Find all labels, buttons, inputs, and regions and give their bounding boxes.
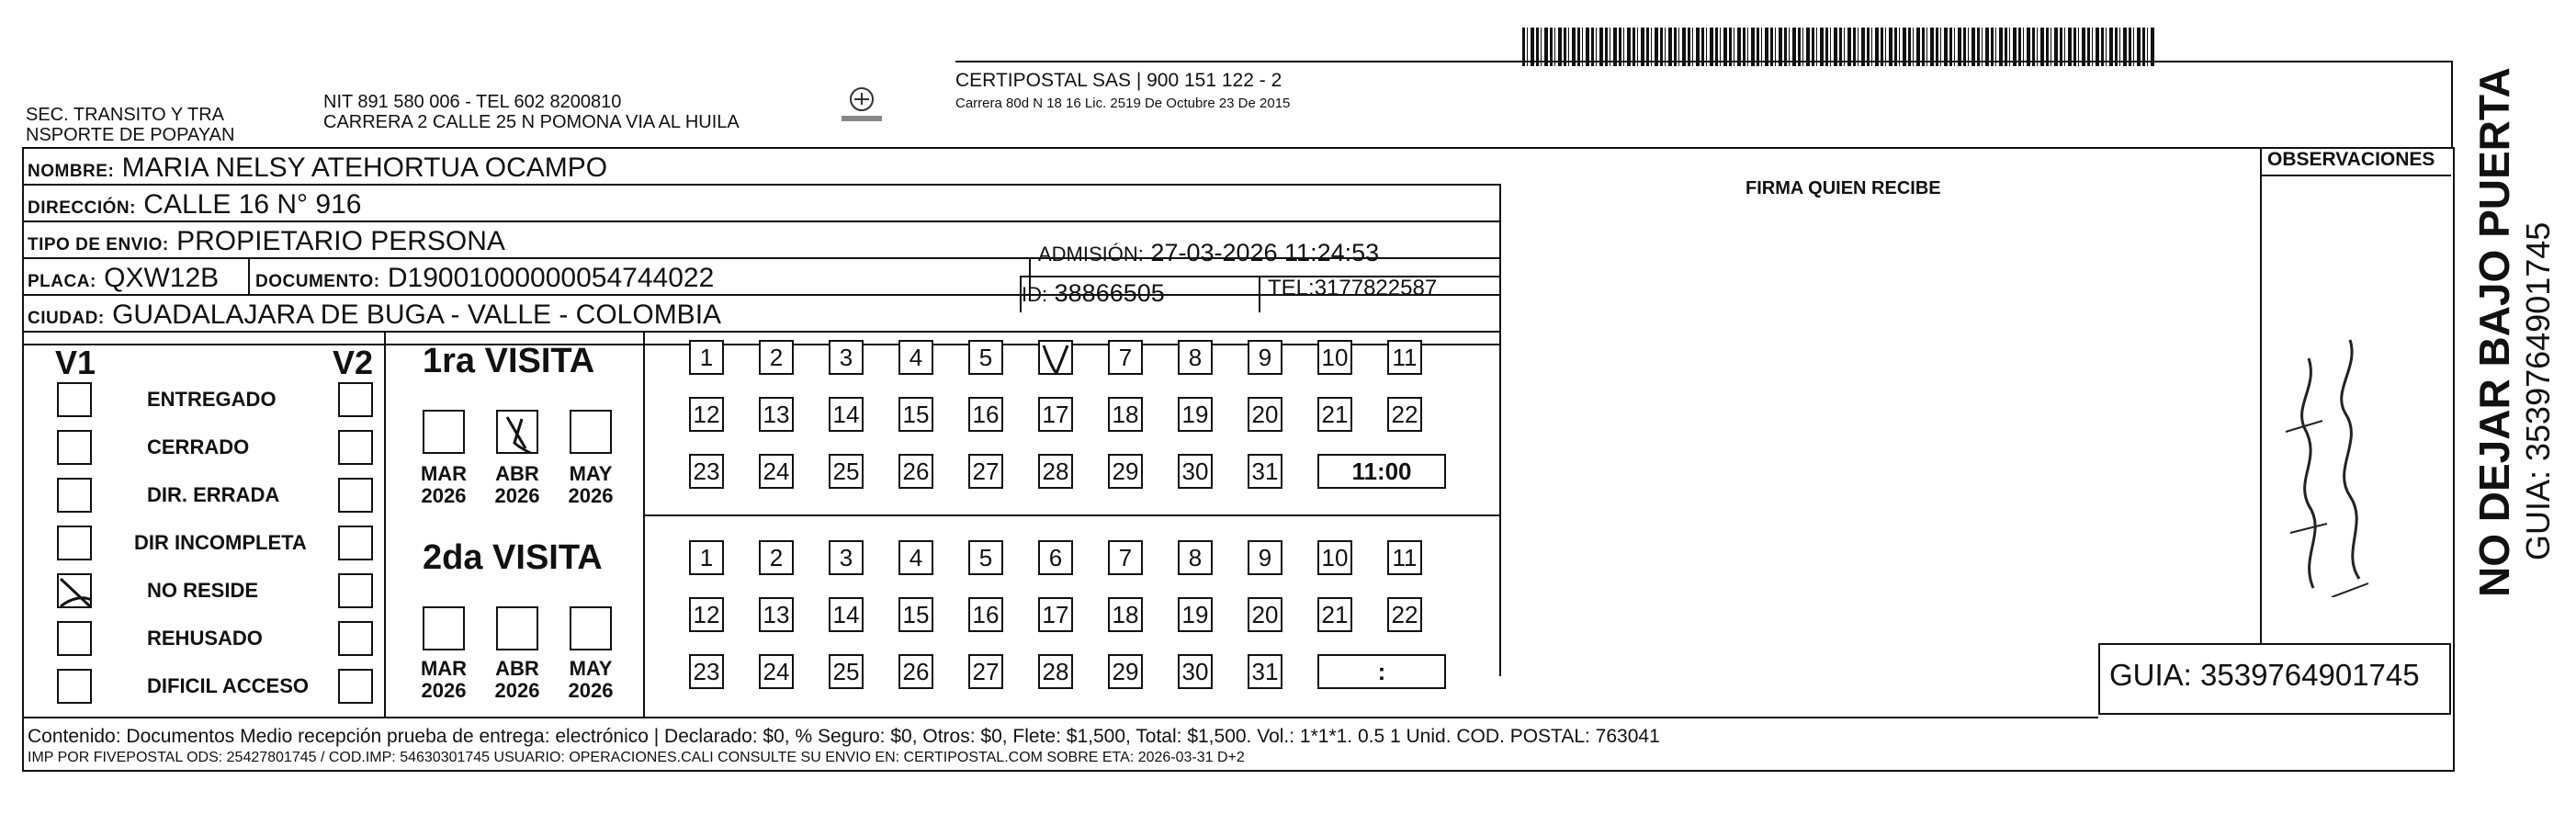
v1-checkbox[interactable]: [57, 430, 92, 465]
placa-field: PLACA: QXW12B: [28, 263, 220, 293]
month-label: MAR 2026: [420, 657, 468, 702]
month-label: ABR 2026: [494, 462, 540, 507]
v2-checkbox[interactable]: [338, 382, 373, 417]
day-box[interactable]: 23: [689, 654, 724, 689]
month-checkbox[interactable]: [423, 606, 465, 650]
v1-checkbox[interactable]: [57, 526, 92, 560]
status-label: DIR. ERRADA: [147, 483, 280, 506]
status-divider: [384, 331, 386, 717]
day-box[interactable]: 1: [689, 340, 724, 375]
day-box[interactable]: 14: [829, 597, 864, 632]
day-box[interactable]: 4: [898, 540, 933, 575]
day-box[interactable]: 7: [1108, 540, 1143, 575]
v1-checkbox[interactable]: [57, 478, 92, 513]
v1-checkbox[interactable]: [57, 621, 92, 656]
company-line: CERTIPOSTAL SAS | 900 151 122 - 2: [955, 70, 1282, 91]
direccion-value: CALLE 16 N° 916: [143, 189, 362, 220]
status-label: DIR INCOMPLETA: [134, 531, 307, 554]
sender-name: [26, 105, 234, 145]
time-box[interactable]: 11:00: [1317, 454, 1446, 489]
documento-field: DOCUMENTO: D19001000000054744022: [255, 263, 715, 293]
day-box[interactable]: 10: [1317, 340, 1352, 375]
day-box[interactable]: 19: [1178, 597, 1213, 632]
v2-checkbox[interactable]: [338, 526, 373, 560]
observaciones-divider: [2260, 147, 2262, 643]
day-box[interactable]: 19: [1178, 397, 1213, 432]
day-box[interactable]: 11: [1387, 540, 1422, 575]
status-label: NO RESIDE: [147, 579, 259, 602]
day-box[interactable]: 18: [1108, 397, 1143, 432]
month-label: MAR 2026: [420, 462, 468, 507]
firma-label: FIRMA QUIEN RECIBE: [1746, 178, 1941, 198]
day-box[interactable]: 30: [1178, 454, 1213, 489]
day-box[interactable]: 17: [1038, 597, 1073, 632]
status-label: DIFICIL ACCESO: [147, 674, 310, 697]
month-checkbox[interactable]: [423, 410, 465, 454]
side-guia: GUIA: 3539764901745: [2519, 221, 2557, 560]
day-box[interactable]: 30: [1178, 654, 1213, 689]
day-box[interactable]: 10: [1317, 540, 1352, 575]
visit-divider: [643, 331, 645, 717]
v2-checkbox[interactable]: [338, 621, 373, 656]
v1-checkbox[interactable]: [57, 669, 92, 704]
day-box[interactable]: 6: [1038, 540, 1073, 575]
footer-line: [22, 717, 2098, 718]
day-box[interactable]: 31: [1248, 654, 1282, 689]
day-box[interactable]: 25: [829, 454, 864, 489]
month-checkbox[interactable]: [570, 606, 612, 650]
id-label: ID:: [1022, 283, 1048, 306]
placa-divider: [248, 257, 250, 294]
observaciones-line: [2260, 175, 2451, 176]
nombre-value: MARIA NELSY ATEHORTUA OCAMPO: [121, 153, 608, 183]
v2-checkbox[interactable]: [338, 478, 373, 513]
day-box[interactable]: 12: [689, 597, 724, 632]
observaciones-label: OBSERVACIONES: [2267, 149, 2435, 170]
sender-contact: [323, 92, 740, 132]
month-checkbox[interactable]: [570, 410, 612, 454]
day-box[interactable]: 22: [1387, 397, 1422, 432]
tel-value: 3177822587: [1314, 276, 1438, 300]
documento-value: D19001000000054744022: [387, 263, 715, 293]
v2-checkbox[interactable]: [338, 669, 373, 704]
placa-value: QXW12B: [104, 263, 220, 293]
month-checkbox[interactable]: [496, 606, 538, 650]
id-row-line: [1020, 276, 1499, 277]
tipo-envio-value: PROPIETARIO PERSONA: [176, 226, 505, 256]
admision-value: 27-03-2026 11:24:53: [1150, 239, 1380, 266]
day-box[interactable]: 21: [1317, 397, 1352, 432]
day-box[interactable]: 21: [1317, 597, 1352, 632]
day-box[interactable]: 25: [829, 654, 864, 689]
day-box[interactable]: 29: [1108, 454, 1143, 489]
month-checkbox[interactable]: [496, 410, 538, 454]
day-box[interactable]: 11: [1387, 340, 1422, 375]
day-box[interactable]: 31: [1248, 454, 1282, 489]
day-box[interactable]: 28: [1038, 654, 1073, 689]
row-line: [22, 220, 1499, 222]
nombre-field: NOMBRE: MARIA NELSY ATEHORTUA OCAMPO: [28, 153, 608, 183]
id-field: [1022, 279, 1165, 308]
tel-divider: [1259, 276, 1260, 312]
day-box[interactable]: 2: [759, 340, 794, 375]
day-box[interactable]: 16: [968, 597, 1003, 632]
visit-separator: [643, 514, 1499, 516]
day-box[interactable]: 23: [689, 454, 724, 489]
visit2-title: 2da VISITA: [423, 538, 603, 577]
time-box[interactable]: :: [1317, 654, 1446, 689]
imp-line: IMP POR FIVEPOSTAL ODS: 25427801745 / COD.IMP: 54630301745 USUARIO: OPERACIONES.CALI CONSULTE SU ENVIO EN: CERTIPOSTAL.COM SOBRE ETA: 2026-03-31 D+2: [28, 750, 1245, 765]
day-box[interactable]: 20: [1248, 397, 1282, 432]
day-box[interactable]: 9: [1248, 540, 1282, 575]
v1-checkbox[interactable]: [57, 382, 92, 417]
day-box[interactable]: 15: [898, 397, 933, 432]
status-label: CERRADO: [147, 435, 250, 458]
day-box[interactable]: 8: [1178, 540, 1213, 575]
day-box[interactable]: 16: [968, 397, 1003, 432]
day-box[interactable]: 27: [968, 654, 1003, 689]
firma-divider: [1499, 184, 1501, 676]
address-line: CARRERA 2 CALLE 25 N POMONA VIA AL HUILA: [323, 112, 740, 132]
month-label: ABR 2026: [494, 657, 540, 702]
contenido-line: Contenido: Documentos Medio recepción prueba de entrega: electrónico | Declarado: $0, % Seguro: $0, Otros: $0, Flete: $1,500, Total: $1,500. Vol.: 1*1*1. 0.5 1 Unid. COD. POSTAL: 763041: [28, 726, 1660, 747]
v2-checkbox[interactable]: [338, 430, 373, 465]
status-label: ENTREGADO: [147, 388, 277, 411]
header-frame-right: [2451, 61, 2453, 149]
v1-checkbox[interactable]: [57, 573, 92, 608]
day-box[interactable]: 28: [1038, 454, 1073, 489]
day-box[interactable]: 9: [1248, 340, 1282, 375]
sender-line-2: NSPORTE DE POPAYAN: [26, 125, 235, 145]
header-frame-top: [955, 61, 2451, 62]
guia-box: [2098, 643, 2451, 715]
day-box[interactable]: 12: [689, 397, 724, 432]
day-box[interactable]: 1: [689, 540, 724, 575]
admision-field: [1038, 239, 1379, 267]
day-box[interactable]: [1038, 340, 1073, 375]
status-label: REHUSADO: [147, 627, 263, 650]
day-box[interactable]: 24: [759, 454, 794, 489]
day-box[interactable]: 15: [898, 597, 933, 632]
v2-checkbox[interactable]: [338, 573, 373, 608]
day-box[interactable]: 4: [898, 340, 933, 375]
day-box[interactable]: 7: [1108, 340, 1143, 375]
day-box[interactable]: 18: [1108, 597, 1143, 632]
day-box[interactable]: 22: [1387, 597, 1422, 632]
direccion-field: DIRECCIÓN: CALLE 16 N° 916: [28, 189, 362, 220]
day-box[interactable]: 5: [968, 340, 1003, 375]
ciudad-value: GUADALAJARA DE BUGA - VALLE - COLOMBIA: [112, 300, 722, 330]
visit1-title: 1ra VISITA: [423, 342, 595, 380]
row-line: [22, 331, 1499, 333]
side-warning: NO DEJAR BAJO PUERTA: [2470, 67, 2518, 597]
sender-line-1: SEC. TRANSITO Y TRA: [26, 105, 224, 125]
id-value: 38866505: [1054, 279, 1165, 307]
day-box[interactable]: 24: [759, 654, 794, 689]
day-box[interactable]: 13: [759, 397, 794, 432]
day-box[interactable]: 27: [968, 454, 1003, 489]
tel-label: TEL:: [1268, 276, 1315, 300]
certipostal-logo-icon: [838, 85, 886, 127]
day-box[interactable]: 13: [759, 597, 794, 632]
admision-label: ADMISIÓN:: [1038, 243, 1144, 266]
tipo-envio-field: TIPO DE ENVIO: PROPIETARIO PERSONA: [28, 226, 505, 256]
day-box[interactable]: 5: [968, 540, 1003, 575]
company-block: [955, 70, 1290, 111]
license-line: Carrera 80d N 18 16 Lic. 2519 De Octubre 23 De 2015: [955, 96, 1291, 111]
guia-box-text: GUIA: 3539764901745: [2109, 658, 2420, 692]
day-box[interactable]: 20: [1248, 597, 1282, 632]
day-box[interactable]: 26: [898, 454, 933, 489]
v1-label: V1: [55, 344, 96, 381]
day-box[interactable]: 26: [898, 654, 933, 689]
month-label: MAY 2026: [568, 657, 614, 702]
row-line: [22, 184, 1499, 186]
v2-label: V2: [333, 344, 374, 381]
day-box[interactable]: 3: [829, 340, 864, 375]
ciudad-field: CIUDAD: GUADALAJARA DE BUGA - VALLE - COLOMBIA: [28, 300, 722, 330]
tel-field: [1268, 276, 1437, 301]
day-box[interactable]: 3: [829, 540, 864, 575]
id-divider: [1020, 276, 1022, 312]
day-box[interactable]: 29: [1108, 654, 1143, 689]
day-box[interactable]: 17: [1038, 397, 1073, 432]
day-box[interactable]: 8: [1178, 340, 1213, 375]
day-box[interactable]: 14: [829, 397, 864, 432]
handwritten-note: [2277, 322, 2396, 597]
month-label: MAY 2026: [568, 462, 614, 507]
day-box[interactable]: 2: [759, 540, 794, 575]
nit-line: NIT 891 580 006 - TEL 602 8200810: [323, 92, 622, 112]
